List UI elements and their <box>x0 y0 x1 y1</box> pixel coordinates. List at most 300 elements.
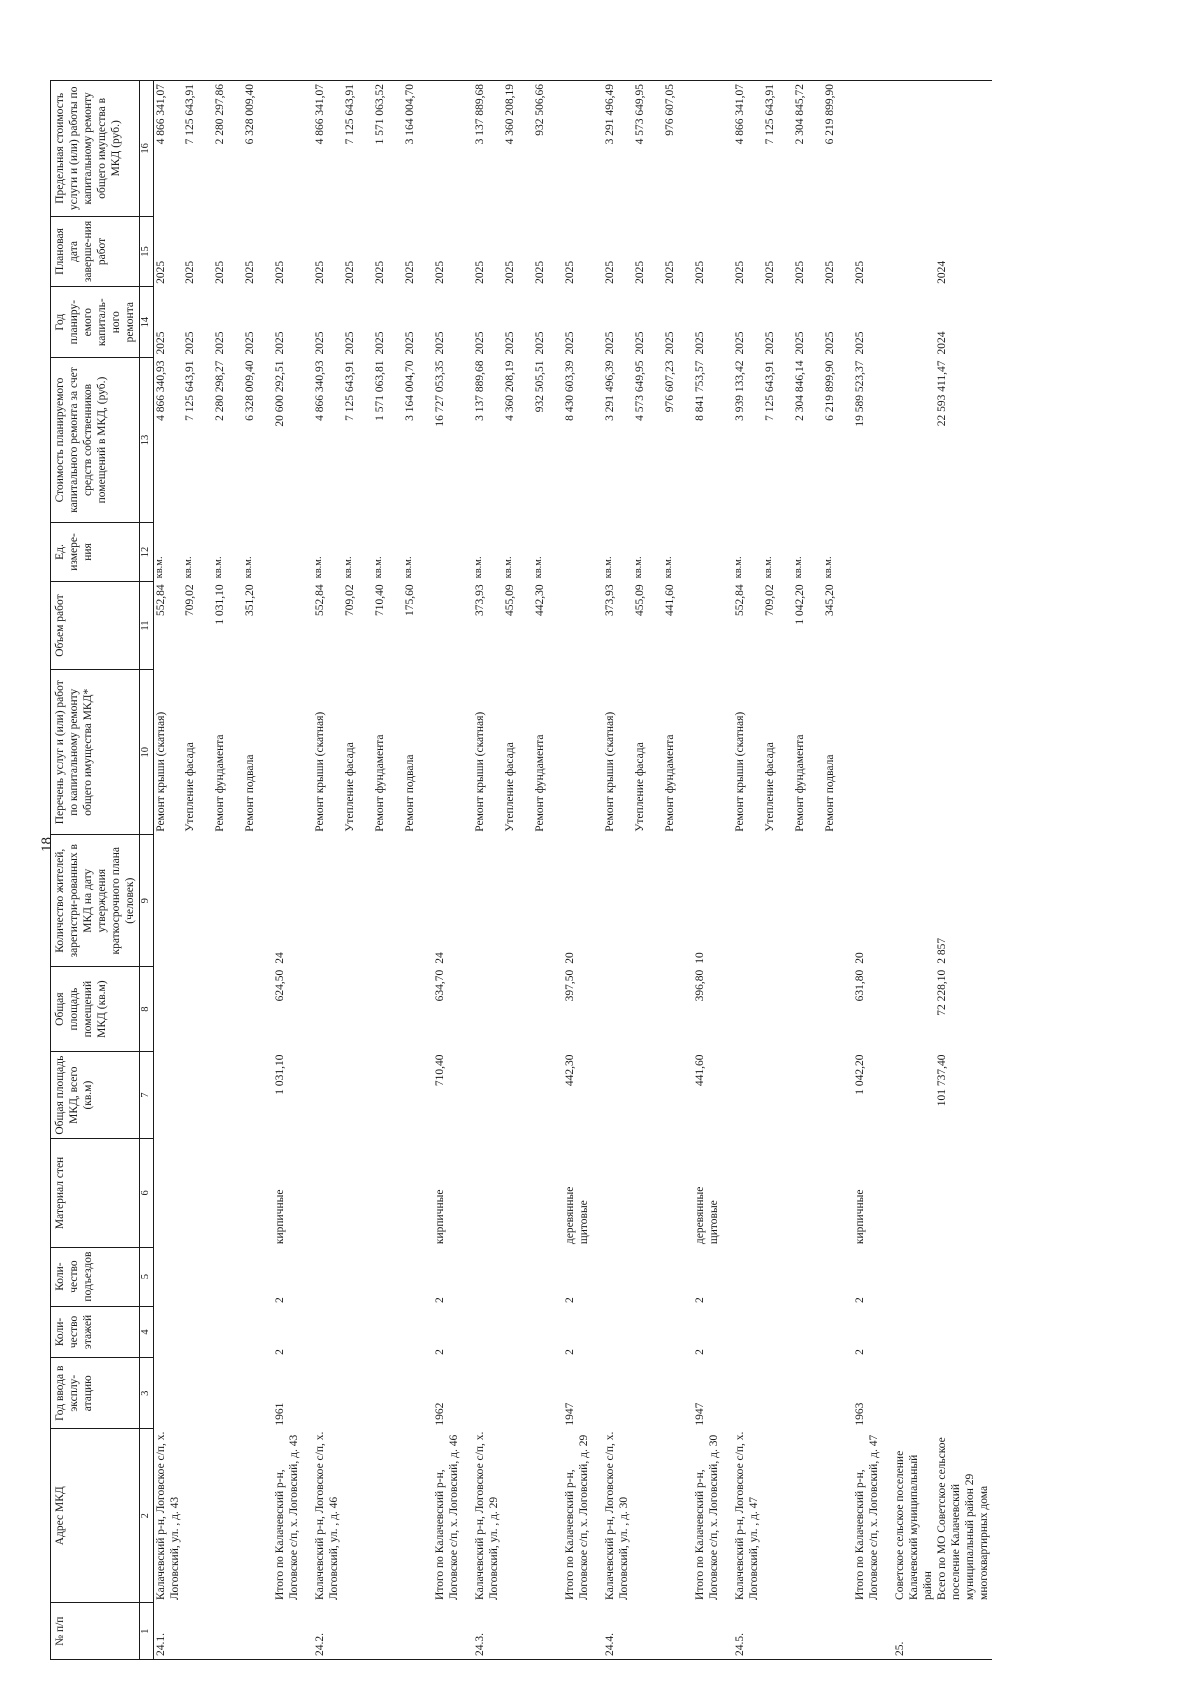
cell-premises-area <box>213 967 243 1052</box>
cell-entrances <box>153 1247 183 1306</box>
col-number: 6 <box>140 1139 154 1247</box>
cell-work-volume: 441,60 <box>664 584 677 617</box>
cell-premises-area <box>763 967 793 1052</box>
cell-premises-area <box>663 967 693 1052</box>
cell-address: Всего по МО Советское сельское поселение Калачевский муниципальный район 29 многоквартирных дома <box>936 1437 991 1600</box>
cell-work-volume: 345,20 <box>824 584 837 617</box>
cell-floors <box>793 1306 823 1358</box>
cell-unit: кв.м. <box>793 556 805 579</box>
cell-residents <box>603 835 633 967</box>
subtotal-row <box>273 81 313 1660</box>
cell-unit: кв.м. <box>213 556 225 579</box>
cell-planned-cost: 976 607,23 <box>664 360 677 413</box>
cell-max-cost: 7 125 643,91 <box>763 81 793 217</box>
cell-residents: 2 857 <box>936 937 949 964</box>
cell-residents <box>213 835 243 967</box>
cell-unit <box>935 522 991 581</box>
work-row <box>153 81 183 1660</box>
cell-item-number <box>503 1603 533 1660</box>
cell-address: Итого по Калачевский р-н, Логовское с/п, х. Логовский, д. 47 <box>854 1434 881 1600</box>
cell-work-volume <box>433 581 473 669</box>
cell-max-cost <box>693 81 733 217</box>
cell-planned-cost: 4 866 340,93 <box>154 360 167 421</box>
column-number-row <box>140 81 154 1660</box>
cell-unit <box>853 522 893 581</box>
cell-work-volume <box>853 581 893 669</box>
col-header: Коли-чество подъездов <box>51 1247 140 1306</box>
cell-year-built: 1962 <box>434 1402 447 1426</box>
cell-item-number: 24.3. <box>473 1603 503 1660</box>
work-row <box>823 81 853 1660</box>
cell-entrances <box>183 1247 213 1306</box>
cell-work-type: Ремонт подвала <box>404 754 417 832</box>
work-row <box>533 81 563 1660</box>
col-number: 9 <box>140 835 154 967</box>
cell-address <box>663 1429 693 1603</box>
cell-repair-year: 2025 <box>564 331 577 355</box>
work-row <box>793 81 823 1660</box>
cell-address <box>633 1429 663 1603</box>
cell-repair-year: 2025 <box>244 331 257 355</box>
cell-year-built <box>935 1358 991 1429</box>
cell-year-built <box>313 1358 343 1429</box>
cell-wall-material: кирпичные <box>434 1189 447 1245</box>
cell-residents <box>823 835 853 967</box>
cell-year-built: 1963 <box>854 1402 867 1426</box>
subtotal-row <box>433 81 473 1660</box>
cell-work-volume: 373,93 <box>474 584 487 617</box>
cell-work-type: Ремонт крыши (скатная) <box>604 711 617 832</box>
cell-residents: 20 <box>564 952 577 964</box>
cell-max-cost: 4 866 341,07 <box>313 81 343 217</box>
cell-wall-material <box>733 1139 763 1247</box>
cell-total-area <box>343 1052 373 1139</box>
cell-item-number: 24.4. <box>603 1603 633 1660</box>
cell-entrances <box>633 1247 663 1306</box>
cell-max-cost: 4 573 649,95 <box>633 81 663 217</box>
cell-premises-area: 631,80 <box>854 969 867 1002</box>
cell-year-built <box>823 1358 853 1429</box>
cell-unit: кв.м. <box>473 556 485 579</box>
cell-completion-date: 2025 <box>764 260 777 284</box>
work-row <box>763 81 793 1660</box>
cell-premises-area: 396,80 <box>694 969 707 1002</box>
cell-year-built <box>343 1358 373 1429</box>
subtotal-row <box>693 81 733 1660</box>
cell-work-type: Утепление фасада <box>184 742 197 832</box>
cell-completion-date: 2025 <box>854 260 867 284</box>
cell-floors <box>373 1306 403 1358</box>
cell-premises-area <box>633 967 663 1052</box>
cell-address: Итого по Калачевский р-н, Логовское с/п, х. Логовский, д. 30 <box>694 1434 721 1600</box>
subtotal-row <box>853 81 893 1660</box>
work-row <box>633 81 663 1660</box>
cell-floors <box>183 1306 213 1358</box>
cell-entrances: 2 <box>694 1297 707 1304</box>
cell-residents <box>153 835 183 967</box>
col-number: 14 <box>140 287 154 358</box>
cell-repair-year: 2025 <box>274 331 287 355</box>
cell-work-type <box>935 670 991 835</box>
cell-work-volume: 351,20 <box>244 584 257 617</box>
cell-planned-cost: 6 328 009,40 <box>244 360 257 421</box>
cell-work-volume: 552,84 <box>314 584 327 617</box>
cell-wall-material <box>183 1139 213 1247</box>
cell-completion-date: 2025 <box>694 260 707 284</box>
cell-year-built <box>663 1358 693 1429</box>
cell-residents: 24 <box>274 952 287 964</box>
cell-wall-material <box>663 1139 693 1247</box>
col-number: 12 <box>140 522 154 581</box>
cell-unit <box>693 522 733 581</box>
col-number: 2 <box>140 1429 154 1603</box>
cell-address <box>343 1429 373 1603</box>
cell-year-built <box>733 1358 763 1429</box>
cell-completion-date: 2025 <box>244 260 257 284</box>
cell-entrances <box>343 1247 373 1306</box>
cell-total-area <box>793 1052 823 1139</box>
cell-work-type: Утепление фасада <box>504 742 517 832</box>
cell-work-type: Ремонт крыши (скатная) <box>154 711 167 832</box>
cell-premises-area: 624,50 <box>274 969 287 1002</box>
cell-premises-area: 72 228,10 <box>936 969 949 1016</box>
cell-work-type <box>893 670 935 835</box>
cell-planned-cost: 7 125 643,91 <box>764 360 777 421</box>
rotated-table-page <box>50 80 1170 1660</box>
cell-floors <box>153 1306 183 1358</box>
cell-work-volume: 552,84 <box>154 584 167 617</box>
cell-floors <box>473 1306 503 1358</box>
cell-repair-year: 2025 <box>504 331 517 355</box>
cell-unit: кв.м. <box>373 556 385 579</box>
cell-year-built <box>633 1358 663 1429</box>
cell-completion-date: 2025 <box>664 260 677 284</box>
cell-item-number <box>693 1603 733 1660</box>
cell-work-volume: 175,60 <box>404 584 417 617</box>
cell-item-number <box>533 1603 563 1660</box>
cell-max-cost: 2 304 845,72 <box>793 81 823 217</box>
cell-max-cost: 976 607,05 <box>663 81 693 217</box>
cell-premises-area <box>373 967 403 1052</box>
cell-address: Итого по Калачевский р-н, Логовское с/п, х. Логовский, д. 46 <box>434 1434 461 1600</box>
cell-work-volume <box>693 581 733 669</box>
col-header: Адрес МКД <box>51 1429 140 1603</box>
cell-total-area <box>213 1052 243 1139</box>
cell-work-type: Ремонт фундамента <box>374 734 387 832</box>
cell-planned-cost: 4 573 649,95 <box>634 360 647 421</box>
cell-total-area <box>243 1052 273 1139</box>
cell-repair-year: 2025 <box>474 331 487 355</box>
cell-premises-area <box>403 967 433 1052</box>
cell-address: Советское сельское поселение Калачевский муниципальный район <box>894 1450 935 1600</box>
cell-floors <box>893 1306 935 1358</box>
work-row <box>243 81 273 1660</box>
cell-repair-year: 2025 <box>764 331 777 355</box>
cell-address <box>213 1429 243 1603</box>
cell-work-volume: 709,02 <box>344 584 357 617</box>
cell-residents <box>183 835 213 967</box>
cell-wall-material: кирпичные <box>854 1189 867 1245</box>
cell-unit: кв.м. <box>403 556 415 579</box>
cell-floors <box>503 1306 533 1358</box>
cell-repair-year: 2025 <box>664 331 677 355</box>
cell-floors <box>733 1306 763 1358</box>
cell-planned-cost: 7 125 643,91 <box>184 360 197 421</box>
cell-item-number: 24.1. <box>153 1603 183 1660</box>
cell-year-built <box>533 1358 563 1429</box>
col-number: 15 <box>140 216 154 287</box>
cell-total-area <box>823 1052 853 1139</box>
cell-year-built <box>473 1358 503 1429</box>
cell-wall-material <box>603 1139 633 1247</box>
col-number: 10 <box>140 670 154 835</box>
cell-planned-cost: 20 600 292,51 <box>274 360 287 427</box>
cell-max-cost: 932 506,66 <box>533 81 563 217</box>
cell-planned-cost: 8 841 753,57 <box>694 360 707 421</box>
cell-completion-date: 2025 <box>734 260 747 284</box>
cell-max-cost: 1 571 063,52 <box>373 81 403 217</box>
cell-wall-material <box>403 1139 433 1247</box>
cell-completion-date: 2025 <box>184 260 197 284</box>
cell-total-area <box>503 1052 533 1139</box>
col-number: 4 <box>140 1306 154 1358</box>
cell-premises-area <box>313 967 343 1052</box>
cell-work-type: Ремонт подвала <box>824 754 837 832</box>
cell-repair-year: 2025 <box>344 331 357 355</box>
cell-address <box>403 1429 433 1603</box>
cell-entrances <box>533 1247 563 1306</box>
work-row <box>733 81 763 1660</box>
cell-total-area <box>663 1052 693 1139</box>
cell-total-area: 442,30 <box>564 1054 577 1087</box>
col-number: 13 <box>140 358 154 523</box>
cell-work-type: Ремонт фундамента <box>534 734 547 832</box>
cell-total-area: 1 031,10 <box>274 1054 287 1095</box>
cell-work-type: Ремонт крыши (скатная) <box>734 711 747 832</box>
cell-wall-material <box>343 1139 373 1247</box>
cell-residents <box>473 835 503 967</box>
cell-completion-date: 2025 <box>274 260 287 284</box>
cell-year-built <box>793 1358 823 1429</box>
cell-wall-material <box>473 1139 503 1247</box>
subtotal-row <box>563 81 603 1660</box>
cell-work-volume: 455,09 <box>504 584 517 617</box>
cell-wall-material <box>823 1139 853 1247</box>
cell-address: Калачевский р-н, Логовское с/п, х. Логовский, ул. , д. 47 <box>734 1431 761 1600</box>
cell-wall-material <box>763 1139 793 1247</box>
cell-item-number <box>853 1603 893 1660</box>
cell-floors <box>663 1306 693 1358</box>
cell-repair-year: 2025 <box>734 331 747 355</box>
cell-premises-area: 397,50 <box>564 969 577 1002</box>
cell-residents <box>733 835 763 967</box>
cell-item-number <box>213 1603 243 1660</box>
cell-completion-date: 2025 <box>404 260 417 284</box>
cell-work-type <box>433 670 473 835</box>
cell-residents <box>343 835 373 967</box>
cell-completion-date: 2025 <box>314 260 327 284</box>
col-number: 11 <box>140 581 154 669</box>
cell-planned-cost: 19 589 523,37 <box>854 360 867 427</box>
cell-floors <box>213 1306 243 1358</box>
work-row <box>213 81 243 1660</box>
col-number: 7 <box>140 1052 154 1139</box>
work-row <box>603 81 633 1660</box>
cell-completion-date: 2025 <box>604 260 617 284</box>
cell-floors <box>633 1306 663 1358</box>
cell-unit <box>893 522 935 581</box>
cell-year-built <box>763 1358 793 1429</box>
cell-work-type: Ремонт подвала <box>244 754 257 832</box>
cell-address <box>183 1429 213 1603</box>
cell-planned-cost: 16 727 053,35 <box>434 360 447 427</box>
cell-wall-material <box>893 1139 935 1247</box>
col-header: Материал стен <box>51 1139 140 1247</box>
cell-address <box>823 1429 853 1603</box>
col-header: Год ввода в эксплу-атацию <box>51 1358 140 1429</box>
cell-work-volume: 709,02 <box>764 584 777 617</box>
cell-total-area <box>533 1052 563 1139</box>
cell-work-volume: 373,93 <box>604 584 617 617</box>
cell-wall-material <box>243 1139 273 1247</box>
cell-unit: кв.м. <box>633 556 645 579</box>
cell-planned-cost: 1 571 063,81 <box>374 360 387 421</box>
cell-floors: 2 <box>434 1349 447 1355</box>
cell-residents <box>633 835 663 967</box>
cell-total-area <box>633 1052 663 1139</box>
cell-work-type: Утепление фасада <box>764 742 777 832</box>
cell-repair-year: 2025 <box>534 331 547 355</box>
cell-entrances: 2 <box>274 1297 287 1304</box>
cell-item-number: 24.2. <box>313 1603 343 1660</box>
cell-planned-cost: 4 360 208,19 <box>504 360 517 421</box>
cell-max-cost <box>893 81 935 217</box>
work-row <box>183 81 213 1660</box>
cell-planned-cost: 2 280 298,27 <box>214 360 227 421</box>
cell-floors <box>343 1306 373 1358</box>
cell-address <box>243 1429 273 1603</box>
cell-max-cost: 6 219 899,90 <box>823 81 853 217</box>
page-number: 18 <box>39 837 55 852</box>
cell-completion-date: 2025 <box>344 260 357 284</box>
cell-floors <box>763 1306 793 1358</box>
cell-premises-area: 634,70 <box>434 969 447 1002</box>
cell-planned-cost: 3 137 889,68 <box>474 360 487 421</box>
cell-repair-year: 2025 <box>154 331 167 355</box>
cell-item-number <box>935 1603 991 1660</box>
cell-residents <box>893 835 935 967</box>
cell-address: Итого по Калачевский р-н, Логовское с/п, х. Логовский, д. 29 <box>564 1434 591 1600</box>
cell-total-area: 441,60 <box>694 1054 707 1087</box>
cell-entrances <box>373 1247 403 1306</box>
cell-floors <box>243 1306 273 1358</box>
cell-work-type: Ремонт фундамента <box>794 734 807 832</box>
col-header: Объем работ <box>51 581 140 669</box>
col-header: Год планиру-емого капиталь-ного ремонта <box>51 287 140 358</box>
cell-planned-cost: 22 593 411,47 <box>936 360 949 427</box>
cell-work-volume: 710,40 <box>374 584 387 617</box>
cell-completion-date: 2025 <box>374 260 387 284</box>
cell-unit: кв.м. <box>663 556 675 579</box>
cell-address: Калачевский р-н, Логовское с/п, х. Логовский, ул. , д. 43 <box>154 1431 181 1600</box>
cell-residents <box>793 835 823 967</box>
cell-work-type: Утепление фасада <box>634 742 647 832</box>
cell-entrances <box>663 1247 693 1306</box>
col-header: Перечень услуг и (или) работ по капитальному ремонту общего имущества МКД* <box>51 670 140 835</box>
header-row <box>51 81 140 1660</box>
cell-premises-area <box>793 967 823 1052</box>
cell-premises-area <box>533 967 563 1052</box>
cell-address <box>533 1429 563 1603</box>
cell-completion-date: 2025 <box>634 260 647 284</box>
cell-item-number <box>343 1603 373 1660</box>
cell-unit: кв.м. <box>503 556 515 579</box>
cell-max-cost <box>273 81 313 217</box>
cell-completion-date: 2025 <box>474 260 487 284</box>
cell-max-cost: 4 866 341,07 <box>733 81 763 217</box>
cell-unit: кв.м. <box>603 556 615 579</box>
cell-premises-area <box>603 967 633 1052</box>
cell-item-number <box>373 1603 403 1660</box>
work-row <box>503 81 533 1660</box>
cell-item-number: 25. <box>893 1603 935 1660</box>
cell-unit: кв.м. <box>733 556 745 579</box>
cell-unit <box>273 522 313 581</box>
cell-repair-year: 2025 <box>374 331 387 355</box>
cell-wall-material <box>935 1139 991 1247</box>
cell-premises-area <box>153 967 183 1052</box>
cell-unit: кв.м. <box>243 556 255 579</box>
cell-address: Калачевский р-н, Логовское с/п, х. Логовский, ул. , д. 30 <box>604 1431 631 1600</box>
col-header: Плановая дата заверше-ния работ <box>51 216 140 287</box>
cell-item-number <box>273 1603 313 1660</box>
cell-max-cost: 4 866 341,07 <box>153 81 183 217</box>
cell-max-cost: 4 360 208,19 <box>503 81 533 217</box>
cell-total-area <box>313 1052 343 1139</box>
cell-repair-year: 2025 <box>214 331 227 355</box>
cell-max-cost: 2 280 297,86 <box>213 81 243 217</box>
cell-item-number <box>183 1603 213 1660</box>
work-row <box>343 81 373 1660</box>
cell-planned-cost: 932 505,51 <box>534 360 547 413</box>
cell-work-volume: 1 042,20 <box>794 584 807 625</box>
cell-residents: 20 <box>854 952 867 964</box>
cell-entrances <box>763 1247 793 1306</box>
cell-work-type: Ремонт крыши (скатная) <box>474 711 487 832</box>
cell-work-volume: 442,30 <box>534 584 547 617</box>
cell-planned-cost: 8 430 603,39 <box>564 360 577 421</box>
cell-floors <box>403 1306 433 1358</box>
cell-entrances <box>213 1247 243 1306</box>
cell-wall-material <box>313 1139 343 1247</box>
col-header: № п/п <box>51 1603 140 1660</box>
cell-completion-date: 2025 <box>534 260 547 284</box>
cell-unit: кв.м. <box>533 556 545 579</box>
cell-floors <box>823 1306 853 1358</box>
cell-item-number <box>663 1603 693 1660</box>
cell-planned-cost: 3 291 496,39 <box>604 360 617 421</box>
cell-year-built <box>213 1358 243 1429</box>
cell-work-type <box>853 670 893 835</box>
cell-address: Калачевский р-н, Логовское с/п, х. Логовский, ул. , д. 29 <box>474 1431 501 1600</box>
cell-item-number <box>763 1603 793 1660</box>
cell-wall-material <box>503 1139 533 1247</box>
cell-work-type <box>563 670 603 835</box>
cell-residents <box>763 835 793 967</box>
cell-address <box>793 1429 823 1603</box>
cell-wall-material: деревянные щитовые <box>694 1186 721 1245</box>
cell-unit <box>563 522 603 581</box>
